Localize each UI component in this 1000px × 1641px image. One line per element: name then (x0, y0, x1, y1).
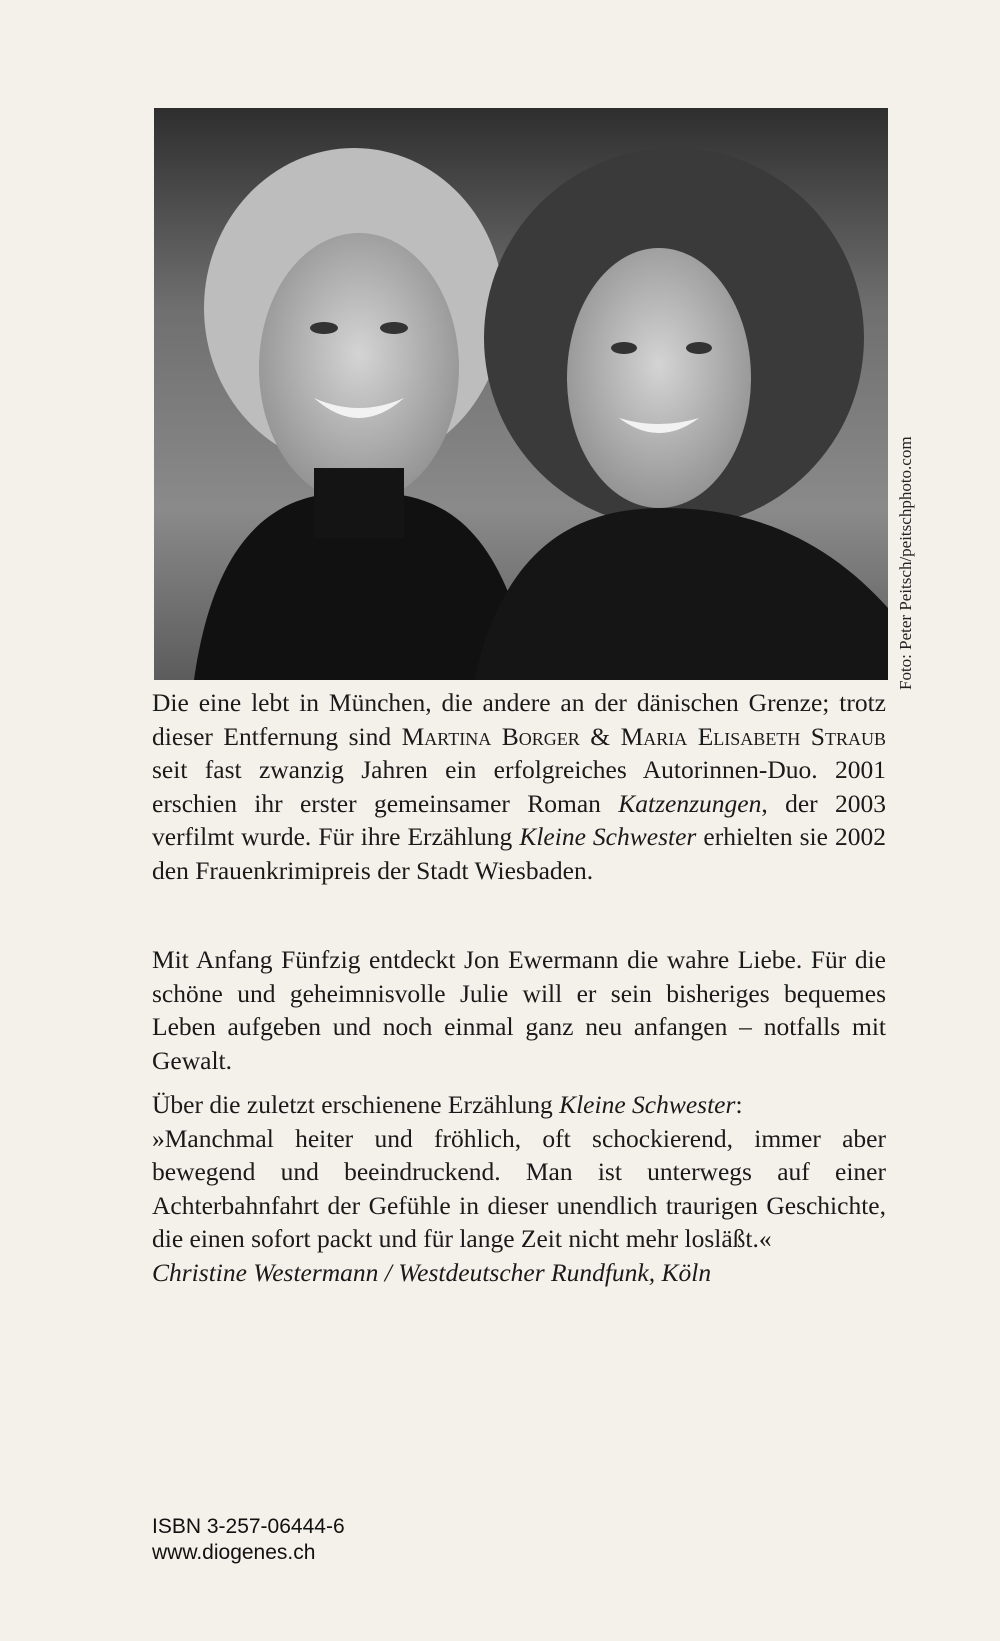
book-title-2: Kleine Schwester (519, 822, 697, 851)
blurb (152, 943, 886, 1077)
publisher-url: www.diogenes.ch (152, 1541, 316, 1564)
blurb-text: Mit Anfang Fünfzig entdeckt Jon Ewermann die wahre Liebe. Für die schöne und geheimnisvolle Julie will er sein bisheriges bequemes Leben aufgeben und noch einmal ganz neu anfangen – notfalls mit Gewalt. (152, 945, 886, 1075)
bio-text-3: , der 2003 verfilmt wurde. Für ihre Erzählung (152, 788, 886, 851)
isbn: ISBN 3-257-06444-6 (152, 1515, 345, 1538)
bio-text-4: erhielten sie 2002 den Frauenkrimipreis der Stadt Wiesbaden. (152, 822, 887, 885)
book-title-1: Katzenzungen (618, 788, 762, 818)
review (152, 1088, 886, 1289)
review-source: Christine Westermann / Westdeutscher Rundfunk, Köln (152, 1257, 712, 1287)
photo-credit: Foto: Peter Peitsch/peitschphoto.com (896, 436, 915, 690)
review-book-title: Kleine Schwester (559, 1090, 736, 1119)
bio-text-2: seit fast zwanzig Jahren ein erfolgreiches Autorinnen-Duo. 2001 erschien ihr erster gemeinsamer Roman (152, 755, 886, 818)
review-colon: : (735, 1090, 743, 1119)
review-quote: »Manchmal heiter und fröhlich, oft schockierend, immer aber bewegend und beeindruckend. Man ist unterwegs auf einer Achterbahnfahrt der Gefühle in dieser unendlich traurigen Geschichte, die einen sofort packt und für lange Zeit nicht mehr losläßt.« (152, 1123, 886, 1253)
portrait-photo-icon (154, 108, 888, 680)
footer (152, 1514, 345, 1566)
review-intro: Über die zuletzt erschienene Erzählung (152, 1090, 560, 1119)
author-name-2: Maria Elisabeth Straub (620, 721, 886, 751)
bio-text-1: Die eine lebt in München, die andere an der dänischen Grenze; trotz dieser Entfernung sind (152, 688, 886, 751)
author-bio (152, 686, 886, 887)
ampersand: & (579, 721, 621, 751)
author-name-1: Martina Borger (401, 721, 580, 751)
author-photo (154, 108, 888, 680)
